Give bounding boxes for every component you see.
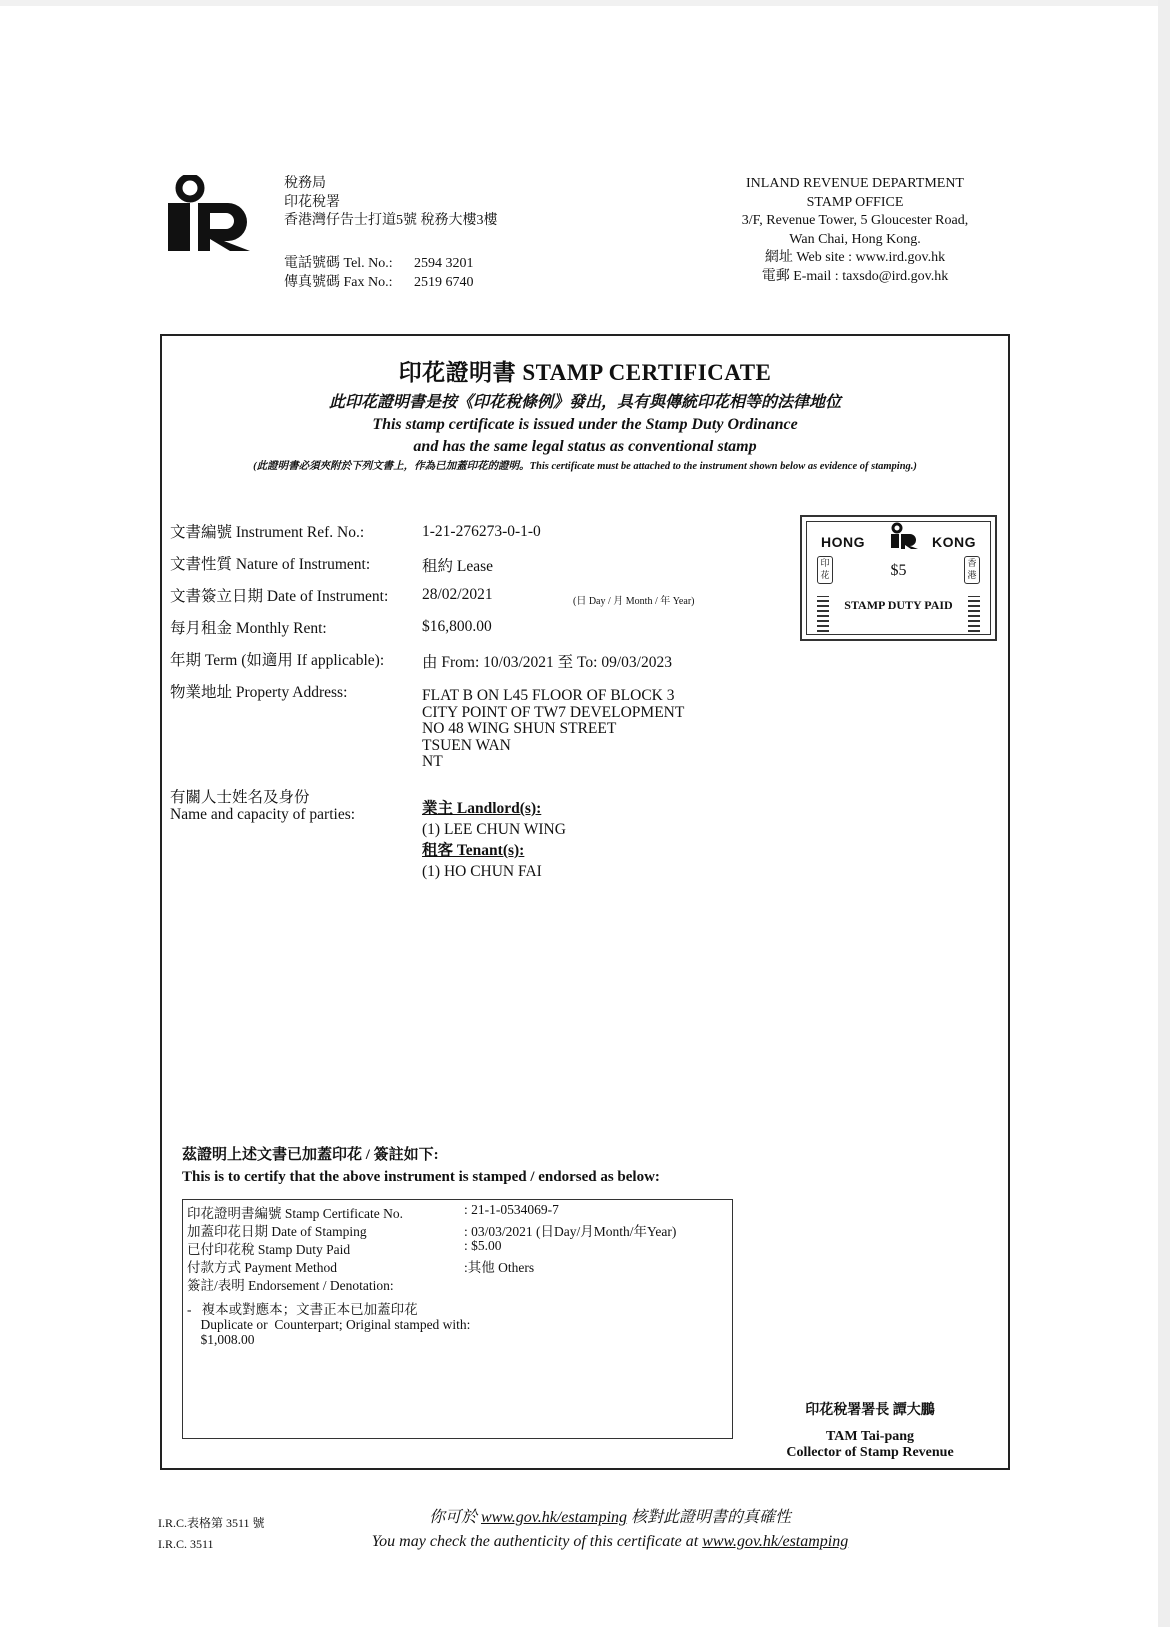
landlord-name: (1) LEE CHUN WING bbox=[422, 821, 566, 838]
certificate-subtitle bbox=[160, 392, 1010, 458]
header-left-line: 稅務局 bbox=[284, 176, 326, 191]
term-label: 年期 Term (如適用 If applicable): bbox=[170, 652, 385, 669]
stamp-ornament-right bbox=[968, 596, 980, 632]
parties-label bbox=[170, 789, 355, 823]
header-right-line: Wan Chai, Hong Kong. bbox=[789, 231, 921, 247]
parties-label-zh: 有關人士姓名及身份 bbox=[170, 789, 310, 806]
collector-signature bbox=[760, 1403, 980, 1461]
stamp-inner-border bbox=[806, 521, 991, 635]
header-contact bbox=[284, 254, 474, 292]
check-zh-suffix: 核對此證明書的真確性 bbox=[627, 1509, 792, 1526]
subtitle-en-2: and has the same legal status as conventional stamp bbox=[413, 438, 757, 455]
certify-en: This is to certify that the above instrument is stamped / endorsed as below: bbox=[182, 1169, 660, 1185]
stamp-seal-left: 印花 bbox=[817, 556, 833, 584]
date-format-note: (日 Day / 月 Month / 年 Year) bbox=[573, 596, 695, 607]
check-en-prefix: You may check the authenticity of this certificate at bbox=[371, 1533, 703, 1550]
endorse-line: Duplicate or Counterpart; Original stamped with: bbox=[187, 1317, 471, 1332]
tenant-name: (1) HO CHUN FAI bbox=[422, 863, 542, 880]
address-line: NT bbox=[422, 753, 443, 770]
collector-title-zh: 印花稅署署長 譚大鵬 bbox=[805, 1403, 935, 1418]
header-right-address bbox=[710, 175, 1000, 286]
certificate-title: 印花證明書 STAMP CERTIFICATE bbox=[398, 360, 772, 385]
payment-method-label: 付款方式 Payment Method bbox=[187, 1260, 337, 1275]
duty-stamp bbox=[800, 515, 997, 641]
address-line: CITY POINT OF TW7 DEVELOPMENT bbox=[422, 703, 685, 721]
nature-label: 文書性質 Nature of Instrument: bbox=[170, 556, 371, 573]
date-label: 文書簽立日期 Date of Instrument: bbox=[170, 588, 389, 605]
stamp-seal-right: 香港 bbox=[964, 556, 980, 584]
subtitle-zh: 此印花證明書是按《印花稅條例》發出，具有與傳統印花相等的法律地位 bbox=[328, 394, 841, 411]
endorse-line: $1,008.00 bbox=[187, 1332, 255, 1347]
payment-method-value: :其他 Others bbox=[464, 1260, 535, 1275]
rent-value: $16,800.00 bbox=[422, 618, 492, 635]
property-address bbox=[422, 688, 684, 771]
address-line: NO 48 WING SHUN STREET bbox=[422, 720, 617, 737]
ird-logo-icon bbox=[168, 175, 252, 251]
address-line: FLAT B ON L45 FLOOR OF BLOCK 3 bbox=[422, 687, 675, 704]
estamping-link-en[interactable]: www.gov.hk/estamping bbox=[702, 1533, 849, 1550]
endorse-line: - 複本或對應本；文書正本已加蓋印花 bbox=[187, 1302, 418, 1317]
collector-title-en: Collector of Stamp Revenue bbox=[786, 1445, 954, 1460]
form-ref-en: I.R.C. 3511 bbox=[158, 1537, 214, 1551]
header-left-line: 印花稅署 bbox=[284, 194, 340, 210]
parties-label-en: Name and capacity of parties: bbox=[170, 806, 356, 823]
estamping-link[interactable]: www.gov.hk/estamping bbox=[480, 1509, 628, 1526]
ref-label: 文書編號 Instrument Ref. No.: bbox=[170, 524, 365, 541]
stamp-ornament-left bbox=[817, 596, 829, 632]
fax-label: 傳真號碼 Fax No.: bbox=[284, 275, 393, 290]
landlord-heading: 業主 Landlord(s): bbox=[422, 800, 542, 817]
certificate-note: (此證明書必須夾附於下列文書上，作為已加蓋印花的證明。This certificate must be attached to the instrument shown below as evidence of stamping.) bbox=[253, 461, 917, 472]
cert-no-label: 印花證明書編號 Stamp Certificate No. bbox=[187, 1206, 403, 1221]
date-value: 28/02/2021 bbox=[422, 586, 493, 603]
cert-no-value: : 21-1-0534069-7 bbox=[464, 1202, 559, 1217]
stamp-hong: HONG bbox=[821, 534, 865, 550]
header-right-line: STAMP OFFICE bbox=[806, 194, 904, 210]
endorsement-text bbox=[187, 1302, 470, 1347]
fax-value: 2519 6740 bbox=[414, 275, 474, 290]
collector-name: TAM Tai-pang bbox=[825, 1429, 915, 1444]
address-label: 物業地址 Property Address: bbox=[170, 684, 348, 701]
form-ref-zh: I.R.C.表格第 3511 號 bbox=[158, 1516, 265, 1530]
tel-label: 電話號碼 Tel. No.: bbox=[284, 256, 393, 271]
duty-paid-label: 已付印花稅 Stamp Duty Paid bbox=[187, 1242, 351, 1257]
page-right-edge bbox=[1158, 0, 1170, 1627]
rent-label: 每月租金 Monthly Rent: bbox=[170, 620, 327, 637]
stamp-date-value: : 03/03/2021 (日Day/月Month/年Year) bbox=[464, 1224, 677, 1239]
endorsement-label: 簽註/表明 Endorsement / Denotation: bbox=[187, 1278, 394, 1293]
page-top-edge bbox=[0, 0, 1170, 6]
header-left-address bbox=[284, 175, 498, 231]
tel-value: 2594 3201 bbox=[414, 256, 474, 271]
stamp-kong: KONG bbox=[932, 534, 976, 550]
term-value: 由 From: 10/03/2021 至 To: 09/03/2023 bbox=[422, 654, 672, 671]
nature-value: 租約 Lease bbox=[422, 558, 494, 575]
header-right-line: 網址 Web site : www.ird.gov.hk bbox=[764, 250, 946, 265]
stamp-amount: $5 bbox=[890, 562, 907, 579]
header-left-line: 香港灣仔告士打道5號 稅務大樓3樓 bbox=[284, 213, 498, 228]
stamp-logo-icon bbox=[889, 522, 919, 550]
parties-list bbox=[422, 798, 566, 882]
check-zh-prefix: 你可於 bbox=[428, 1509, 481, 1526]
header-right-line: INLAND REVENUE DEPARTMENT bbox=[746, 176, 964, 191]
stamp-duty-paid-text: STAMP DUTY PAID bbox=[844, 598, 953, 612]
certify-zh: 茲證明上述文書已加蓋印花 / 簽註如下: bbox=[182, 1147, 439, 1163]
form-reference bbox=[158, 1513, 265, 1555]
header-right-line: 電郵 E-mail : taxsdo@ird.gov.hk bbox=[761, 268, 949, 284]
ref-value: 1-21-276273-0-1-0 bbox=[422, 523, 541, 540]
address-line: TSUEN WAN bbox=[422, 736, 511, 754]
certify-statement bbox=[182, 1144, 660, 1188]
duty-paid-value: : $5.00 bbox=[464, 1238, 502, 1253]
subtitle-en-1: This stamp certificate is issued under the Stamp Duty Ordinance bbox=[372, 416, 798, 433]
stamp-date-label: 加蓋印花日期 Date of Stamping bbox=[187, 1224, 367, 1239]
authenticity-note bbox=[300, 1506, 920, 1554]
header-right-line: 3/F, Revenue Tower, 5 Gloucester Road, bbox=[741, 213, 969, 228]
tenant-heading: 租客 Tenant(s): bbox=[422, 842, 525, 859]
